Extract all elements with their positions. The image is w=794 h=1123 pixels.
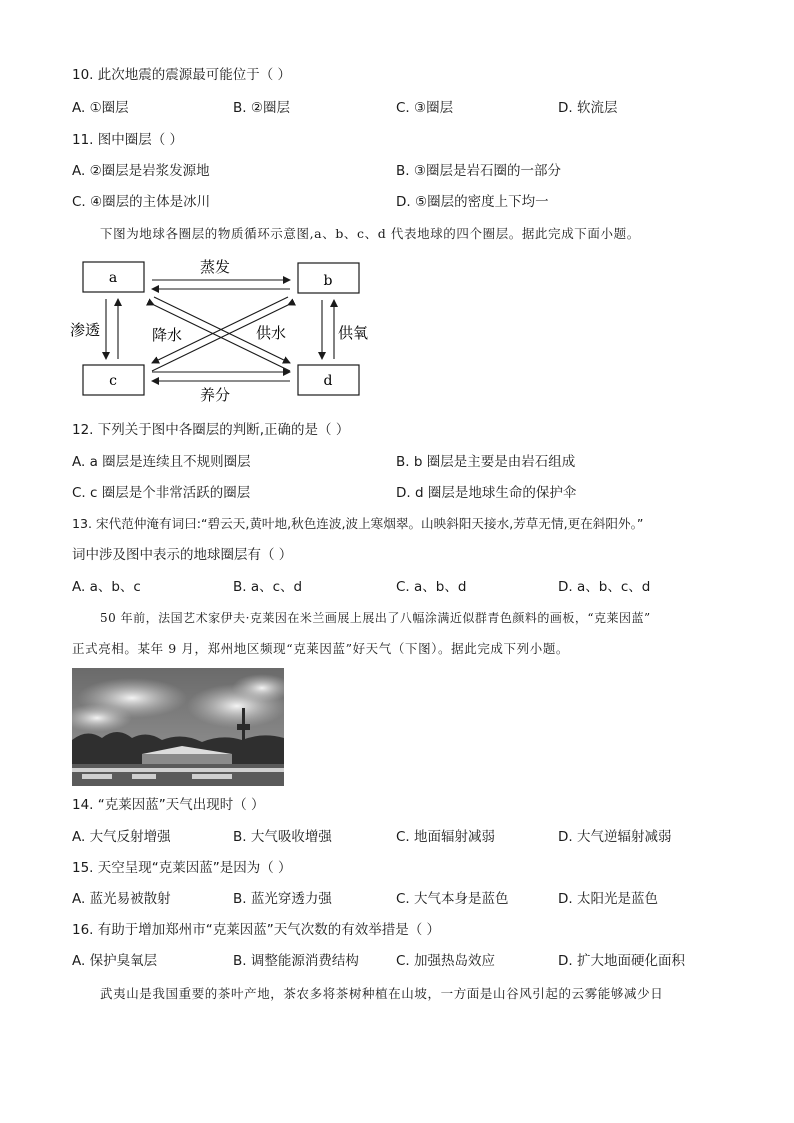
q12-option-a: A. a 圈层是连续且不规则圈层: [72, 454, 251, 470]
q15-option-b: B. 蓝光穿透力强: [233, 891, 332, 907]
label-oxygen-supply: 供氧: [338, 324, 369, 342]
q11-option-a: A. ②圈层是岩浆发源地: [72, 163, 210, 179]
q12-option-c: C. c 圈层是个非常活跃的圈层: [72, 485, 251, 501]
q10-option-c: C. ③圈层: [396, 100, 454, 116]
q14-stem: 14. “克莱因蓝”天气出现时（ ）: [72, 797, 265, 813]
q13-stem-line2: 词中涉及图中表示的地球圈层有（ ）: [72, 547, 293, 563]
zhengzhou-sky-photo: [72, 668, 284, 786]
q13-option-c: C. a、b、d: [396, 579, 467, 595]
intro-klein-blue-line2: 正式亮相。某年 9 月，郑州地区频现“克莱因蓝”好天气（下图）。据此完成下列小题。: [72, 641, 570, 656]
label-precipitation: 降水: [152, 326, 183, 344]
q11-option-c: C. ④圈层的主体是冰川: [72, 194, 211, 210]
q13-option-d: D. a、b、c、d: [558, 579, 651, 595]
q13-option-a: A. a、b、c: [72, 579, 141, 595]
q10-stem: 10. 此次地震的震源最可能位于（ ）: [72, 67, 292, 83]
box-b-label: b: [323, 273, 333, 289]
q13-stem-line1: 13. 宋代范仲淹有词曰:“碧云天,黄叶地,秋色连波,波上寒烟翠。山映斜阳天接水,芳草无情,更在斜阳外。”: [72, 516, 644, 531]
q15-option-d: D. 太阳光是蓝色: [558, 891, 658, 907]
q16-option-b: B. 调整能源消费结构: [233, 953, 359, 969]
label-water-supply: 供水: [256, 324, 287, 342]
q10-option-d: D. 软流层: [558, 100, 618, 116]
q14-option-a: A. 大气反射增强: [72, 829, 171, 845]
label-nutrients: 养分: [199, 386, 231, 404]
intro-wuyi-tea: 武夷山是我国重要的茶叶产地，茶农多将茶树种植在山坡，一方面是山谷风引起的云雾能够减少日: [100, 986, 664, 1001]
q12-stem: 12. 下列关于图中各圈层的判断,正确的是（ ）: [72, 422, 350, 438]
label-infiltration: 渗透: [70, 321, 101, 339]
intro-klein-blue-line1: 50 年前，法国艺术家伊夫·克莱因在米兰画展上展出了八幅涂满近似群青色颜料的画板，“克莱因蓝”: [100, 611, 651, 625]
q16-option-a: A. 保护臭氧层: [72, 953, 158, 969]
label-evaporation: 蒸发: [199, 258, 231, 276]
q11-option-b: B. ③圈层是岩石圈的一部分: [396, 163, 561, 179]
q15-stem: 15. 天空呈现“克莱因蓝”是因为（ ）: [72, 860, 292, 876]
q15-option-a: A. 蓝光易被散射: [72, 891, 171, 907]
q11-stem: 11. 图中圈层（ ）: [72, 132, 184, 148]
box-a-label: a: [108, 270, 118, 286]
intro-sphere-diagram: 下图为地球各圈层的物质循环示意图,a、b、c、d 代表地球的四个圈层。据此完成下面小题。: [100, 226, 640, 241]
q14-option-c: C. 地面辐射减弱: [396, 829, 496, 845]
q16-option-d: D. 扩大地面硬化面积: [558, 953, 685, 969]
q11-option-d: D. ⑤圈层的密度上下均一: [396, 194, 549, 210]
q10-option-a: A. ①圈层: [72, 100, 129, 116]
q14-option-b: B. 大气吸收增强: [233, 829, 332, 845]
q16-option-c: C. 加强热岛效应: [396, 953, 496, 969]
box-c-label: c: [109, 373, 117, 389]
q12-option-d: D. d 圈层是地球生命的保护伞: [396, 485, 577, 501]
q16-stem: 16. 有助于增加郑州市“克莱因蓝”天气次数的有效举措是（ ）: [72, 922, 441, 938]
q15-option-c: C. 大气本身是蓝色: [396, 891, 509, 907]
q12-option-b: B. b 圈层是主要是由岩石组成: [396, 454, 576, 470]
q14-option-d: D. 大气逆辐射减弱: [558, 829, 672, 845]
q10-option-b: B. ②圈层: [233, 100, 290, 116]
box-d-label: d: [323, 373, 333, 389]
q13-option-b: B. a、c、d: [233, 579, 303, 595]
sphere-cycle-diagram: [70, 255, 390, 405]
